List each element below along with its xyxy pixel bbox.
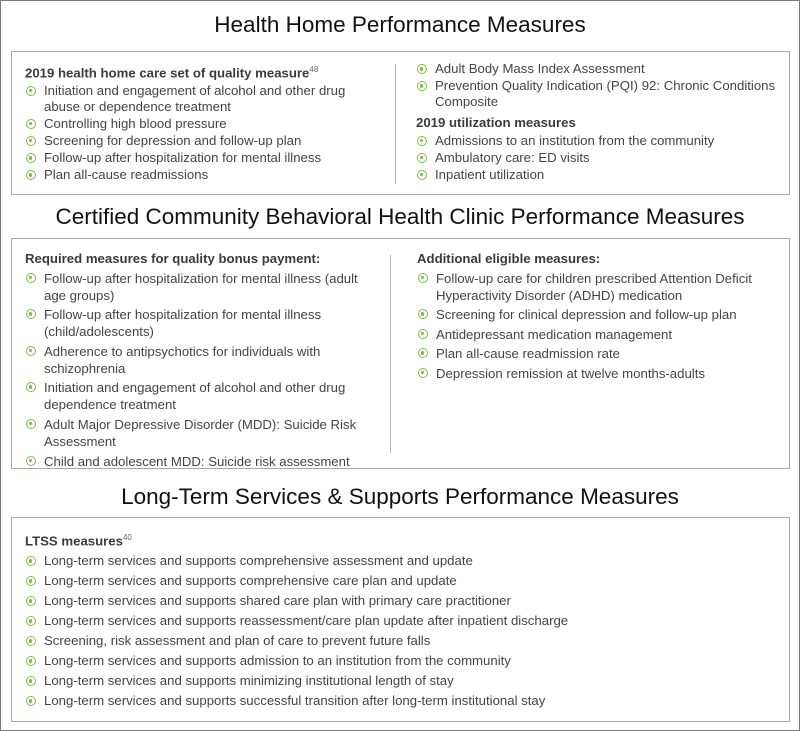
- list-item-text: Adult Body Mass Index Assessment: [435, 61, 645, 77]
- list-item: [25, 133, 380, 149]
- bullet-icon: [26, 556, 36, 566]
- bullet-icon: [418, 273, 428, 283]
- bullet-icon: [417, 81, 427, 91]
- health-home-left-column: [25, 62, 380, 183]
- list-item-text: Long-term services and supports comprehensive assessment and update: [44, 553, 473, 569]
- bullet-icon: [26, 170, 36, 180]
- health-home-box: [11, 51, 790, 195]
- list-item-text: Initiation and engagement of alcohol and other drug abuse or dependence treatment: [44, 82, 346, 114]
- ccbhc-box: [11, 238, 790, 469]
- list-item-text: Follow-up after hospitalization for mental illness (child/adolescents): [44, 307, 322, 340]
- list-item-text: Long-term services and supports admission to an institution from the community: [44, 653, 511, 669]
- ccbhc-left-heading: Required measures for quality bonus payment:: [25, 251, 321, 266]
- list-item: [25, 693, 765, 709]
- list-item: [25, 83, 380, 115]
- ltss-heading: LTSS measures$^{40}$: [25, 533, 132, 549]
- health-home-title: Health Home Performance Measures: [214, 12, 586, 37]
- list-item-text: Screening, risk assessment and plan of care to prevent future falls: [44, 633, 431, 649]
- list-item-text: Prevention Quality Indication (PQI) 92: Chronic Conditions Composite: [435, 78, 776, 110]
- list-item: [25, 453, 380, 470]
- ccbhc-right-column: [417, 251, 782, 382]
- list-item: [417, 306, 782, 323]
- list-item: [25, 116, 380, 132]
- list-item-text: Inpatient utilization: [435, 166, 545, 182]
- list-item-text: Plan all-cause readmissions: [44, 167, 209, 183]
- list-item: [25, 673, 765, 689]
- list-item: [25, 167, 380, 183]
- ccbhc-right-heading: Additional eligible measures:: [417, 251, 601, 266]
- list-item-text: Controlling high blood pressure: [44, 115, 227, 131]
- list-item: [25, 150, 380, 166]
- list-item: [25, 306, 380, 340]
- ltss-title: Long-Term Services & Supports Performance Measures: [121, 484, 679, 509]
- ccbhc-right-list: [417, 270, 782, 382]
- list-item-text: Follow-up after hospitalization for mental illness: [44, 150, 322, 166]
- utilization-list: [416, 133, 781, 183]
- list-item: [25, 343, 380, 377]
- bullet-icon: [26, 656, 36, 666]
- bullet-icon: [26, 309, 36, 319]
- list-item: [417, 365, 782, 382]
- list-item: [25, 270, 380, 304]
- bullet-icon: [26, 382, 36, 392]
- list-item: [417, 326, 782, 343]
- list-item-text: Screening for depression and follow-up plan: [44, 132, 302, 148]
- bullet-icon: [418, 368, 428, 378]
- list-item-text: Screening for clinical depression and follow-up plan: [436, 307, 737, 323]
- bullet-icon: [417, 136, 427, 146]
- list-item-text: Depression remission at twelve months-adults: [436, 365, 705, 381]
- list-item: [416, 78, 781, 110]
- bullet-icon: [26, 456, 36, 466]
- list-item-text: Child and adolescent MDD: Suicide risk assessment: [44, 453, 350, 469]
- list-item-text: Long-term services and supports minimizing institutional length of stay: [44, 673, 454, 689]
- bullet-icon: [26, 119, 36, 129]
- list-item: [416, 150, 781, 166]
- ltss-box: [11, 517, 790, 722]
- bullet-icon: [417, 64, 427, 74]
- list-item: [416, 167, 781, 183]
- utilization-heading: 2019 utilization measures: [416, 115, 576, 131]
- bullet-icon: [26, 616, 36, 626]
- list-item: [25, 633, 765, 649]
- ccbhc-left-list: [25, 270, 380, 470]
- list-item: [25, 553, 765, 569]
- ccbhc-left-column: [25, 251, 380, 470]
- bullet-icon: [26, 273, 36, 283]
- bullet-icon: [26, 696, 36, 706]
- bullet-icon: [418, 329, 428, 339]
- bullet-icon: [26, 676, 36, 686]
- column-divider: [395, 64, 396, 184]
- health-home-right-list: [416, 61, 781, 110]
- footnote-ref: 48: [309, 65, 319, 74]
- bullet-icon: [26, 346, 36, 356]
- list-item: [416, 133, 781, 149]
- list-item-text: Long-term services and supports reassessment/care plan update after inpatient discharge: [44, 613, 569, 629]
- bullet-icon: [418, 348, 428, 358]
- bullet-icon: [417, 170, 427, 180]
- bullet-icon: [26, 576, 36, 586]
- list-item-text: Plan all-cause readmission rate: [436, 346, 620, 362]
- ccbhc-title: Certified Community Behavioral Health Clinic Performance Measures: [55, 204, 745, 229]
- list-item-text: Admissions to an institution from the community: [435, 132, 715, 148]
- bullet-icon: [26, 153, 36, 163]
- list-item-text: Long-term services and supports comprehensive care plan and update: [44, 573, 457, 589]
- list-item-text: Adherence to antipsychotics for individuals with schizophrenia: [44, 343, 321, 376]
- bullet-icon: [26, 596, 36, 606]
- health-home-left-list: [25, 83, 380, 184]
- health-home-right-column: [416, 60, 781, 183]
- list-item-text: Initiation and engagement of alcohol and other drug dependence treatment: [44, 380, 346, 413]
- list-item: [25, 573, 765, 589]
- list-item-text: Adult Major Depressive Disorder (MDD): Suicide Risk Assessment: [44, 416, 357, 449]
- list-item-text: Ambulatory care: ED visits: [435, 149, 590, 165]
- health-home-left-heading: 2019 health home care set of quality measure$^{48}$: [25, 65, 319, 81]
- bullet-icon: [418, 309, 428, 319]
- bullet-icon: [417, 153, 427, 163]
- column-divider: [390, 255, 391, 453]
- list-item-text: Follow-up after hospitalization for mental illness (adult age groups): [44, 270, 358, 303]
- list-item: [417, 270, 782, 304]
- bullet-icon: [26, 636, 36, 646]
- list-item: [416, 61, 781, 77]
- list-item-text: Follow-up care for children prescribed Attention Deficit Hyperactivity Disorder (ADHD) medication: [436, 270, 752, 303]
- bullet-icon: [26, 86, 36, 96]
- list-item: [25, 653, 765, 669]
- list-item-text: Long-term services and supports shared care plan with primary care practitioner: [44, 593, 511, 609]
- bullet-icon: [26, 419, 36, 429]
- ltss-column: [25, 530, 765, 709]
- footnote-ref: 40: [122, 533, 132, 542]
- bullet-icon: [26, 136, 36, 146]
- list-item-text: Antidepressant medication management: [436, 326, 673, 342]
- ltss-list: [25, 553, 765, 709]
- list-item: [25, 593, 765, 609]
- list-item: [25, 416, 380, 450]
- list-item: [25, 379, 380, 413]
- list-item: [25, 613, 765, 629]
- list-item-text: Long-term services and supports successful transition after long-term institutional stay: [44, 693, 546, 709]
- list-item: [417, 345, 782, 362]
